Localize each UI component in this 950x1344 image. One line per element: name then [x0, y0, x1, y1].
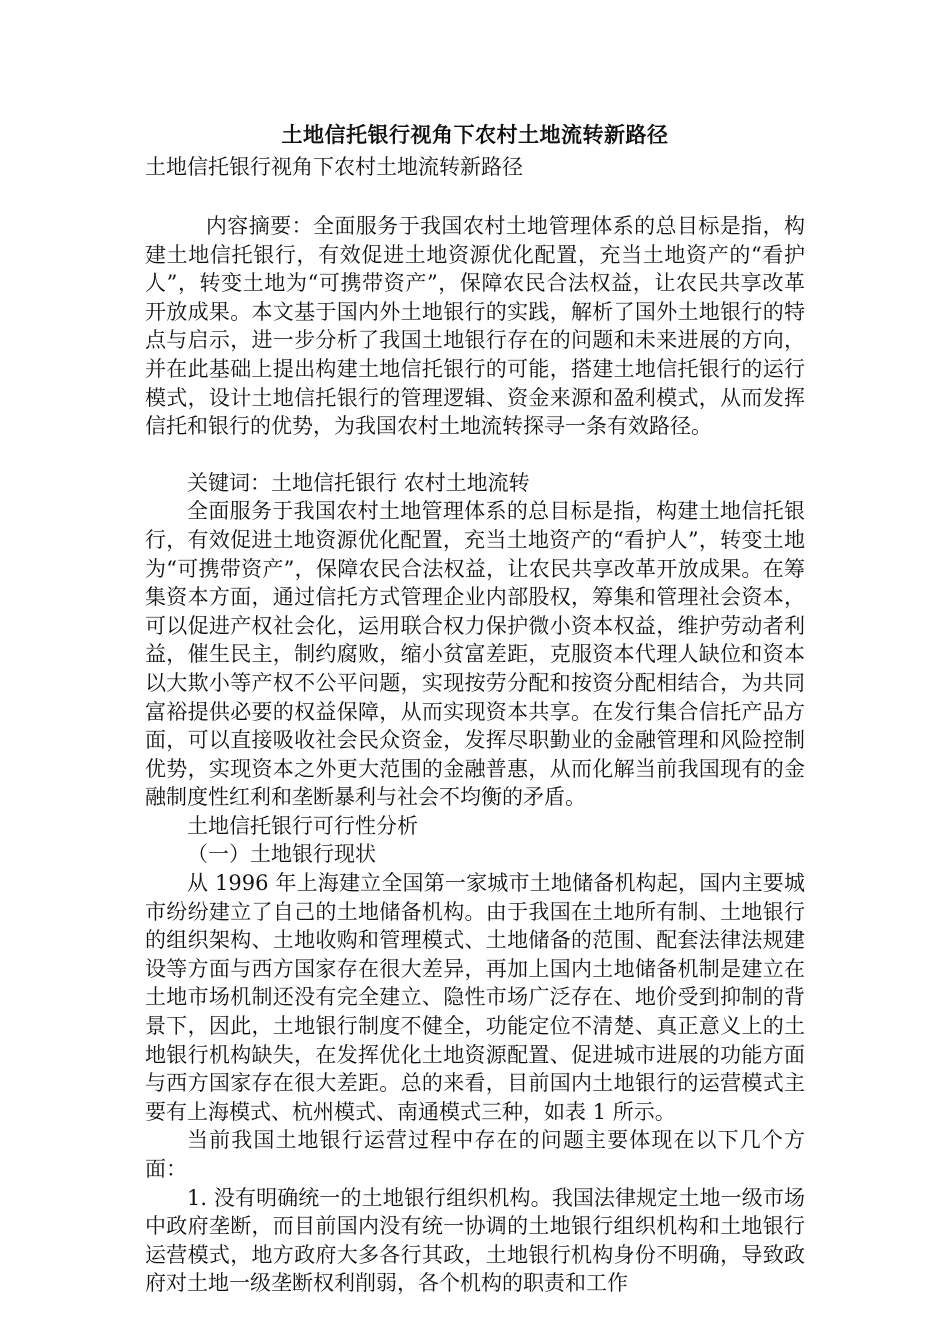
body-paragraph-4: 1. 没有明确统一的土地银行组织机构。我国法律规定土地一级市场中政府垄断，而目前国内没有统一协调的土地银行组织机构和土地银行运营模式，地方政府大多各行其政，土地银行机构身份不明确，导致政府对土地一级垄断权利削弱，各个机构的职责和工作 — [145, 1185, 805, 1296]
section-heading: 土地信托银行可行性分析 — [187, 813, 418, 838]
abstract-paragraph: 内容摘要：全面服务于我国农村土地管理体系的总目标是指，构建土地信托银行，有效促进土地资源优化配置，充当土地资产的“看护人”，转变土地为“可携带资产”，保障农民合法权益，让农民共享改革开放成果。本文基于国内外土地银行的实践，解析了国外土地银行的特点与启示，进一步分析了我国土地银行存在的问题和未来进展的方向，并在此基础上提出构建土地信托银行的可能，搭建土地信托银行的运行模式，设计土地信托银行的管理逻辑、资金来源和盈利模式，从而发挥信托和银行的优势，为我国农村土地流转探寻一条有效路径。 — [145, 214, 805, 439]
body-paragraph-3: 当前我国土地银行运营过程中存在的问题主要体现在以下几个方面： — [145, 1128, 805, 1181]
keywords-line: 关键词：土地信托银行 农村土地流转 — [187, 470, 530, 495]
body-paragraph-2: 从 1996 年上海建立全国第一家城市土地储备机构起，国内主要城市纷纷建立了自己的土地储备机构。由于我国在土地所有制、土地银行的组织架构、土地收购和管理模式、土地储备的范围、配套法律法规建设等方面与西方国家存在很大差异，再加上国内土地储备机制是建立在土地市场机制还没有完全建立、隐性市场广泛存在、地价受到抑制的背景下，因此，土地银行制度不健全，功能定位不清楚、真正意义上的土地银行机构缺失，在发挥优化土地资源配置、促进城市进展的功能方面与西方国家存在很大差距。总的来看，目前国内土地银行的运营模式主要有上海模式、杭州模式、南通模式三种，如表 1 所示。 — [145, 871, 805, 1124]
document-page — [145, 118, 805, 1298]
body-paragraph-1: 全面服务于我国农村土地管理体系的总目标是指，构建土地信托银行，有效促进土地资源优化配置，充当土地资产的“看护人”，转变土地为“可携带资产”，保障农民合法权益，让农民共享改革开放成果。在筹集资本方面，通过信托方式管理企业内部股权，筹集和管理社会资本，可以促进产权社会化，运用联合权力保护微小资本权益，维护劳动者利益，催生民主，制约腐败，缩小贫富差距，克服资本代理人缺位和资本以大欺小等产权不公平问题，实现按劳分配和按资分配相结合，为共同富裕提供必要的权益保障，从而实现资本共享。在发行集合信托产品方面，可以直接吸收社会民众资金，发挥尽职勤业的金融管理和风险控制优势，实现资本之外更大范围的金融普惠，从而化解当前我国现有的金融制度性红利和垄断暴利与社会不均衡的矛盾。 — [145, 499, 805, 810]
document-title: 土地信托银行视角下农村土地流转新路径 — [281, 122, 669, 147]
subsection-heading: （一）土地银行现状 — [187, 842, 376, 867]
document-subtitle: 土地信托银行视角下农村土地流转新路径 — [145, 155, 523, 179]
